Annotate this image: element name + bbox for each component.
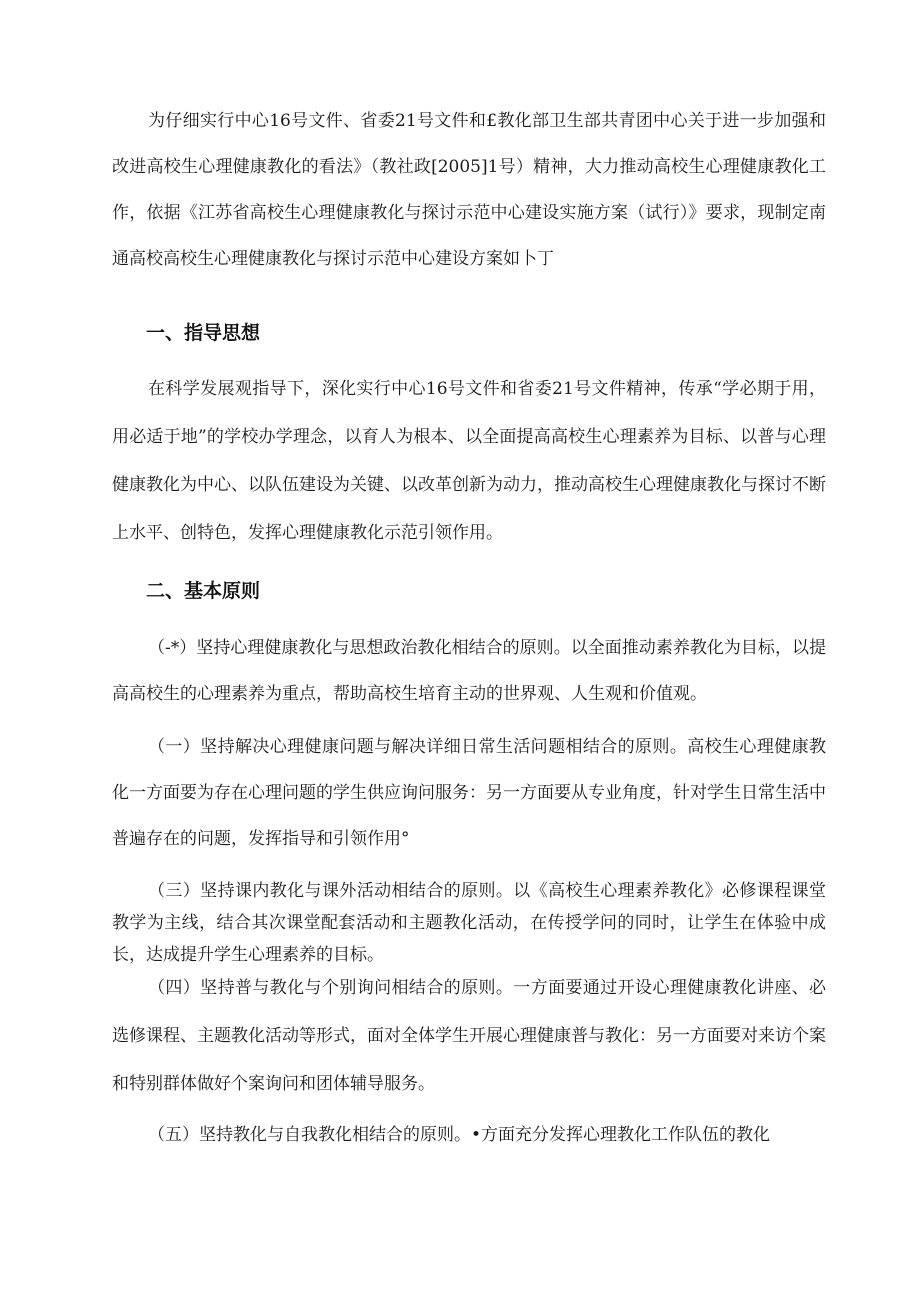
principle-paragraph: （一）坚持解决心理健康问题与解决详细日常生活问题相结合的原则。高校生心理健康教化一方面要为存在心理问题的学生供应询问服务：另一方面要从专业角度，针对学生日常生活中普遍存在的问题，发挥指导和引领作用° xyxy=(112,737,826,849)
principle-paragraph: （-*）坚持心理健康教化与思想政治教化相结合的原则。以全面推动素养教化为目标，以提高高校生的心理素养为重点，帮助高校生培育主动的世界观、人生观和价值观。 xyxy=(112,638,826,704)
principle-paragraph: （三）坚持课内教化与课外活动相结合的原则。以《高校生心理素养教化》必修课程课堂教学为主线，结合其次课堂配套活动和主题教化活动，在传授学问的同时，让学生在体验中成长，达成提升学生心理素养的目标。 xyxy=(112,881,826,965)
principle-paragraph: （五）坚持教化与自我教化相结合的原则。•方面充分发挥心理教化工作队伍的教化 xyxy=(148,1125,771,1145)
principle-paragraph: （四）坚持普与教化与个别询问相结合的原则。一方面要通过开设心理健康教化讲座、必选修课程、主题教化活动等形式，面对全体学生开展心理健康普与教化：另一方面要对来访个案和特别群体做好个案询问和团体辅导服务。 xyxy=(112,978,826,1094)
section-heading-basic-principles: 二、基本原则 xyxy=(146,580,261,602)
intro-paragraph: 为仔细实行中心16号文件、省委21号文件和£教化部卫生部共青团中心关于进一步加强和改进高校生心理健康教化的看法》（教社政[2005]1号）精神，大力推动高校生心理健康教化工作，依据《江苏省高校生心理健康教化与探讨示范中心建设实施方案（试行）》要求，现制定南通高校高校生心理健康教化与探讨示范中心建设方案如卜丁 xyxy=(112,111,826,269)
guiding-thought-paragraph: 在科学发展观指导下，深化实行中心16号文件和省委21号文件精神，传承“学必期于用，用必适于地”的学校办学理念，以育人为根本、以全面提高高校生心理素养为目标、以普与心理健康教化为中心、以队伍建设为关键、以改革创新为动力，推动高校生心理健康教化与探讨不断上水平、创特色，发挥心理健康教化示范引领作用。 xyxy=(112,379,826,543)
section-heading-guiding-thought: 一、指导思想 xyxy=(146,322,261,344)
